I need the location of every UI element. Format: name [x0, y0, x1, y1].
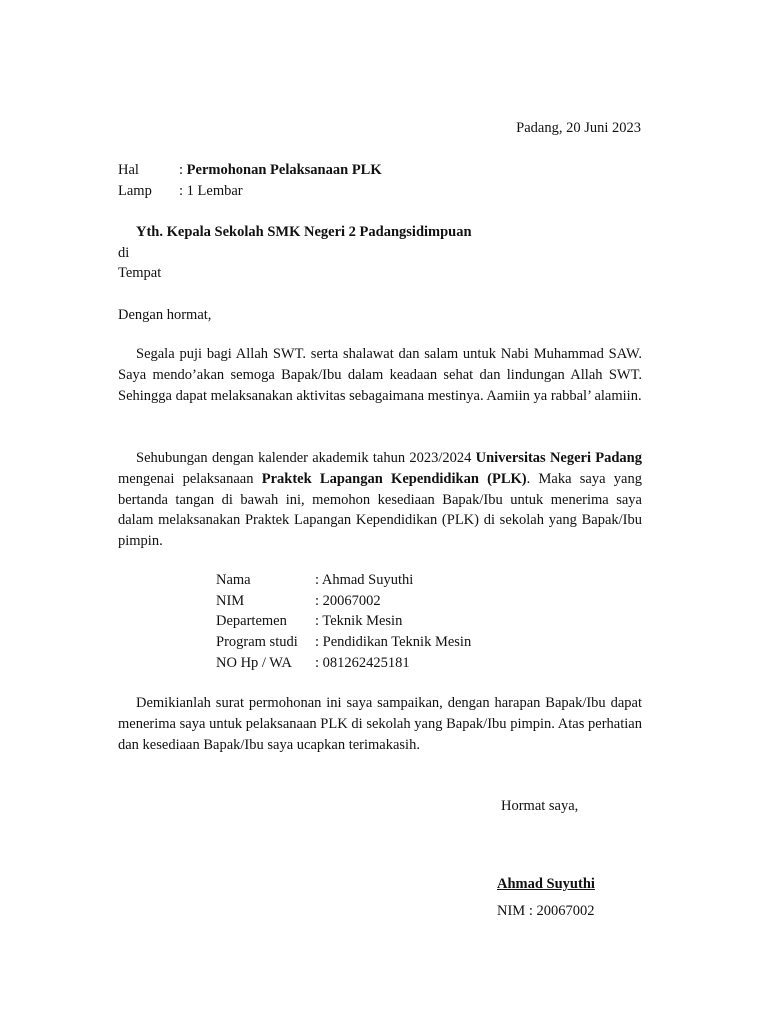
signer-name: Ahmad Suyuthi [497, 876, 595, 892]
paragraph-purpose-text-2: mengenai pelaksanaan [118, 470, 262, 487]
university-name: Universitas Negeri Padang [475, 450, 642, 466]
identity-label: Program studi [216, 634, 298, 650]
greeting: Dengan hormat, [118, 307, 212, 323]
identity-label: NO Hp / WA [216, 655, 292, 671]
paragraph-opening: Segala puji bagi Allah SWT. serta shalawat dan salam untuk Nabi Muhammad SAW. Saya mendo’akan semoga Bapak/Ibu dalam keadaan sehat dan lindungan Allah SWT. Sehingga dapat melaksanakan aktivitas sebagaimana mestinya. Aamiin ya rabbal’ alamiin. [118, 346, 642, 404]
identity-row [216, 653, 410, 674]
attachment-value: 1 Lembar [186, 183, 243, 199]
subject-value: Permohonan Pelaksanaan PLK [186, 162, 382, 178]
identity-value: : Ahmad Suyuthi [315, 572, 414, 588]
identity-row [216, 570, 413, 591]
subject-line [118, 160, 382, 181]
paragraph-closing: Demikianlah surat permohonan ini saya sampaikan, dengan harapan Bapak/Ibu dapat menerima saya untuk pelaksanaan PLK di sekolah yang Bapak/Ibu pimpin. Atas perhatian dan kesediaan Bapak/Ibu saya ucapkan terimakasih. [118, 695, 642, 753]
identity-row [216, 611, 402, 632]
recipient-place: Tempat [118, 265, 162, 281]
recipient-title: Yth. Kepala Sekolah SMK Negeri 2 Padangsidimpuan [136, 224, 472, 240]
closing-salutation: Hormat saya, [501, 798, 579, 814]
identity-row [216, 632, 471, 653]
identity-value: : Teknik Mesin [315, 613, 403, 629]
subject-separator: : [179, 162, 184, 178]
paragraph-purpose [118, 448, 642, 552]
paragraph-purpose-text-3: . Maka saya yang bertanda tangan di bawah ini, memohon kesediaan Bapak/Ibu untuk menerima saya dalam melaksanakan Praktek Lapangan Kependidikan (PLK) di sekolah yang Bapak/Ibu pimpin. [118, 470, 642, 550]
subject-label: Hal [118, 162, 139, 178]
place-date: Padang, 20 Juni 2023 [516, 120, 641, 136]
identity-value: : 081262425181 [315, 655, 410, 671]
program-name: Praktek Lapangan Kependidikan (PLK) [261, 470, 527, 487]
identity-row [216, 591, 381, 612]
attachment-line [118, 181, 243, 202]
attachment-label: Lamp [118, 183, 152, 199]
paragraph-purpose-text-1: Sehubungan dengan kalender akademik tahun 2023/2024 [136, 450, 476, 466]
identity-value: : Pendidikan Teknik Mesin [315, 634, 472, 650]
identity-label: Nama [216, 572, 251, 588]
identity-label: Departemen [216, 613, 287, 629]
identity-value: : 20067002 [315, 593, 381, 609]
recipient-di: di [118, 245, 130, 261]
identity-label: NIM [216, 593, 245, 609]
attachment-separator: : [179, 183, 184, 199]
signer-nim: NIM : 20067002 [497, 903, 595, 919]
